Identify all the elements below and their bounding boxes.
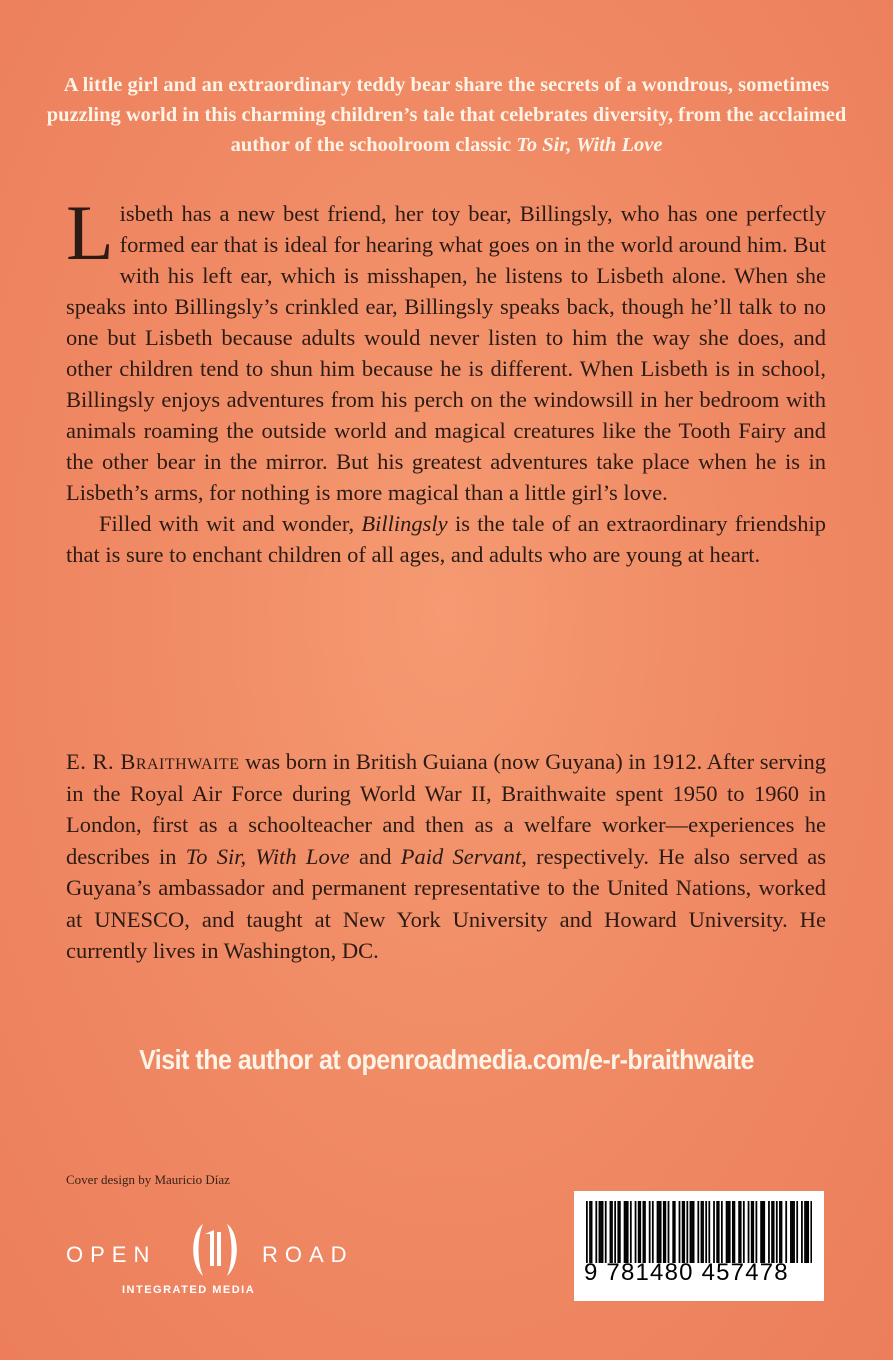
- barcode-bar: [732, 1201, 734, 1263]
- barcode-bar: [600, 1201, 602, 1263]
- barcode-bar: [716, 1201, 718, 1263]
- barcode-bar: [644, 1201, 646, 1263]
- barcode-bar: [679, 1201, 681, 1263]
- barcode-bar: [779, 1201, 781, 1263]
- barcode-bar: [806, 1201, 808, 1263]
- barcode-bar: [693, 1201, 695, 1263]
- barcode-bar: [617, 1201, 619, 1263]
- barcode-bar: [627, 1201, 629, 1263]
- barcode-bar: [801, 1201, 803, 1263]
- barcode-bar: [718, 1201, 720, 1263]
- description-paragraph-1: [66, 189, 826, 508]
- barcode-bar: [785, 1201, 787, 1263]
- barcode-bar: [792, 1201, 794, 1263]
- barcode-bar: [638, 1201, 640, 1263]
- barcode-bar: [796, 1201, 798, 1263]
- barcode-bar: [652, 1201, 654, 1263]
- barcode-bar: [727, 1201, 729, 1263]
- cover-credit: Cover design by Mauricio Díaz: [66, 1172, 230, 1187]
- drop-cap: L: [66, 189, 114, 276]
- barcode-bar: [807, 1201, 809, 1263]
- description-p2-end: is the tale of an extraordinary friendship that is sure to enchant children of all ages, and adults who are young at heart.: [66, 511, 827, 567]
- barcode-bar: [748, 1201, 750, 1263]
- barcode-bar: [740, 1201, 742, 1263]
- isbn-barcode: [574, 1191, 824, 1301]
- barcode-bar: [810, 1201, 812, 1263]
- barcode-bar: [683, 1201, 685, 1263]
- barcode-bar: [610, 1201, 612, 1263]
- barcode-bar: [760, 1201, 762, 1263]
- barcode-bar: [721, 1201, 723, 1263]
- barcode-bar: [734, 1201, 736, 1263]
- barcode-bar: [776, 1201, 778, 1263]
- barcode-bar: [672, 1201, 674, 1263]
- barcode-bar: [599, 1201, 601, 1263]
- barcode-bar: [697, 1201, 699, 1263]
- barcode-bar: [643, 1201, 645, 1263]
- barcode-bar: [752, 1201, 754, 1263]
- barcode-bar: [657, 1201, 659, 1263]
- barcode-bar: [771, 1201, 773, 1263]
- logo-subtitle: INTEGRATED MEDIA: [122, 1284, 256, 1296]
- book-description: [66, 189, 827, 570]
- barcode-bar: [674, 1201, 676, 1263]
- barcode-bar: [649, 1201, 651, 1263]
- barcode-bar: [589, 1201, 591, 1263]
- barcode-bar: [635, 1201, 637, 1263]
- barcode-bar: [682, 1201, 684, 1263]
- description-p2-title: Billingsly: [361, 511, 448, 536]
- author-bio: [66, 746, 826, 967]
- description-p1-text: isbeth has a new best friend, her toy bear, Billingsly, who has one perfectly formed ear that is ideal for hearing what goes on in the world around him. But with his left ear, which is misshapen, he listens to Lisbeth alone. When she speaks into Billingsly’s crinkled ear, Billingsly speaks back, though he’ll talk to no one but Lisbeth because adults would never listen to him the way she does, and other children tend to shun him because he is different. When Lisbeth is in school, Billingsly enjoys adventures from his perch on the windowsill in her bedroom with animals roaming the outside world and magical creatures like the Tooth Fairy and the other bear in the mirror. But his greatest adventures take place when he is in Lisbeth’s arms, for nothing is more magical than a little girl’s love.: [66, 201, 826, 505]
- barcode-bar: [624, 1201, 626, 1263]
- publisher-logo: [66, 1218, 356, 1300]
- barcode-bar: [619, 1201, 621, 1263]
- barcode-bar: [705, 1201, 707, 1263]
- description-paragraph-2: [66, 508, 826, 570]
- tagline: [40, 70, 853, 160]
- barcode-bar: [664, 1201, 666, 1263]
- barcode-bar: [763, 1201, 765, 1263]
- barcode-bar: [658, 1201, 660, 1263]
- barcode-bar: [726, 1201, 728, 1263]
- barcode-bar: [781, 1201, 783, 1263]
- bio-and: and: [358, 843, 392, 869]
- barcode-bar: [708, 1201, 710, 1263]
- barcode-bar: [625, 1201, 627, 1263]
- barcode-bar: [743, 1201, 745, 1263]
- barcode-bar: [768, 1201, 770, 1263]
- barcode-bar: [591, 1201, 593, 1263]
- description-p2-start: Filled with wit and wonder,: [99, 511, 355, 536]
- barcode-bar: [762, 1201, 764, 1263]
- barcode-bar: [614, 1201, 616, 1263]
- barcode-bar: [702, 1201, 704, 1263]
- barcode-bar: [660, 1201, 662, 1263]
- barcode-bar: [751, 1201, 753, 1263]
- barcode-bar: [686, 1201, 688, 1263]
- barcode-bar: [701, 1201, 703, 1263]
- barcode-bar: [756, 1201, 758, 1263]
- barcode-bar: [611, 1201, 613, 1263]
- author-name: E. R. Braithwaite: [66, 749, 240, 774]
- tagline-text: A little girl and an extraordinary teddy bear share the secrets of a wondrous, sometimes puzzling world in this charming children’s tale that celebrates diversity, from the acclaimed author of the schoolroom classic: [46, 74, 847, 156]
- open-road-emblem-icon: [183, 1218, 247, 1282]
- isbn-number: 9 781480 457478: [584, 1259, 789, 1286]
- barcode-bar: [639, 1201, 641, 1263]
- barcode-bar: [586, 1201, 588, 1263]
- barcode-bar: [690, 1201, 692, 1263]
- barcode-bar: [713, 1201, 715, 1263]
- barcode-bar: [793, 1201, 795, 1263]
- barcode-bar: [668, 1201, 670, 1263]
- barcode-bar: [595, 1201, 597, 1263]
- barcode-bar: [729, 1201, 731, 1263]
- bio-part-1: was born in British Guiana (now Guyana) in 1912. After serving in the Royal Air Force during World War II, Braithwaite spent 1950 to 1960 in London, first as a schoolteacher and then as a welfare worker—experiences he describes in: [66, 749, 826, 869]
- barcode-bar: [602, 1201, 604, 1263]
- barcode-bar: [605, 1201, 607, 1263]
- tagline-book-title: To Sir, With Love: [516, 134, 663, 156]
- barcode-bar: [630, 1201, 632, 1263]
- barcode-bar: [790, 1201, 792, 1263]
- logo-word-right: ROAD: [262, 1242, 354, 1267]
- author-website-link[interactable]: Visit the author at openroadmedia.com/e-r-braithwaite: [139, 1044, 754, 1076]
- logo-word-left: OPEN: [66, 1242, 157, 1267]
- barcode-bar: [773, 1201, 775, 1263]
- barcode-bars: [586, 1201, 812, 1263]
- bio-book-2: Paid Servant: [400, 843, 522, 869]
- barcode-bar: [663, 1201, 665, 1263]
- bio-part-2: , respectively. He also served as Guyana’s ambassador and permanent representative to the United Nations, worked at UNESCO, and taught at New York University and Howard University. He currently lives in Washington, DC.: [66, 843, 827, 963]
- barcode-bar: [804, 1201, 806, 1263]
- barcode-bar: [691, 1201, 693, 1263]
- bio-book-1: To Sir, With Love: [185, 843, 350, 869]
- barcode-bar: [738, 1201, 740, 1263]
